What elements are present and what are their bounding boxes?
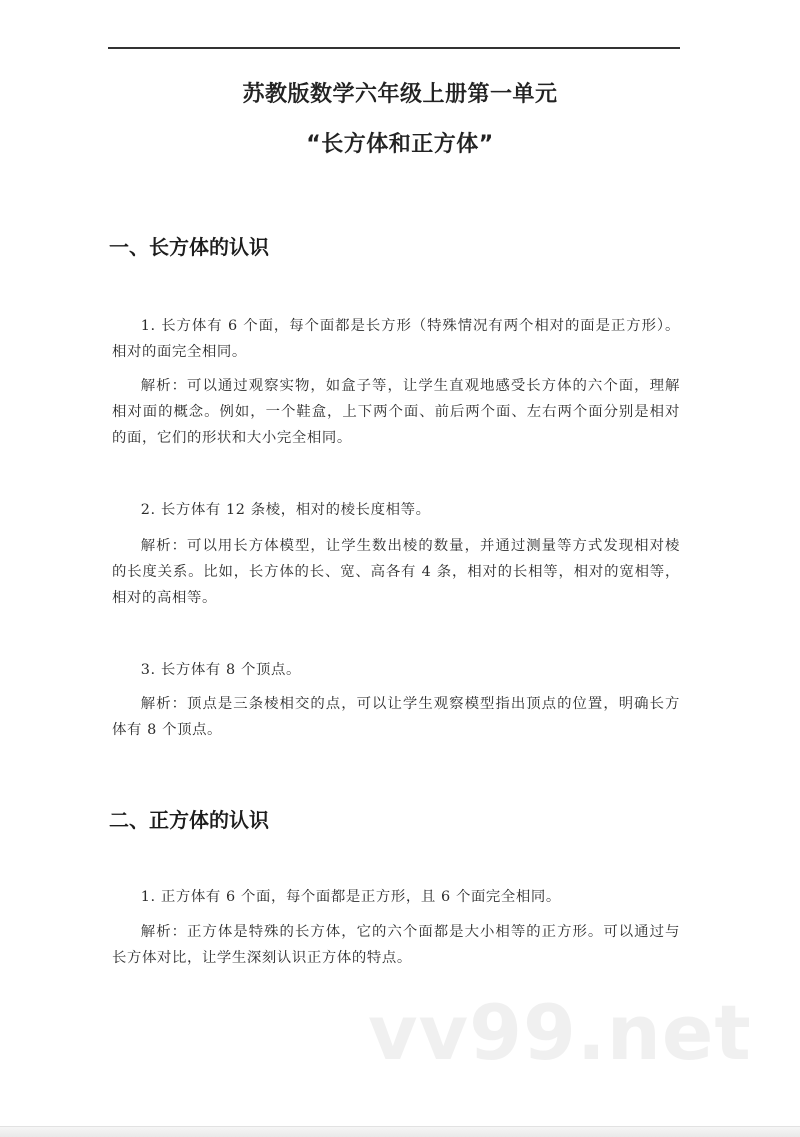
section-heading-cube: 二、正方体的认识	[109, 808, 269, 832]
document-subtitle: “长方体和正方体”	[306, 132, 494, 157]
statement-cuboid-vertices: 3. 长方体有 8 个顶点。	[140, 662, 301, 678]
statement-cube-faces: 1. 正方体有 6 个面，每个面都是正方形，且 6 个面完全相同。	[140, 889, 561, 905]
analysis-cube-faces: 解析：正方体是特殊的长方体，它的六个面都是大小相等的正方形。可以通过与长方体对比，让学生深刻认识正方体的特点。	[112, 924, 680, 966]
statement-cuboid-faces: 1. 长方体有 6 个面，每个面都是长方形（特殊情况有两个相对的面是正方形）。相对的面完全相同。	[112, 318, 680, 360]
document-title: 苏教版数学六年级上册第一单元	[242, 82, 558, 107]
header-rule	[108, 47, 680, 49]
statement-cuboid-edges: 2. 长方体有 12 条棱，相对的棱长度相等。	[140, 502, 431, 518]
analysis-cuboid-vertices: 解析：顶点是三条棱相交的点，可以让学生观察模型指出顶点的位置，明确长方体有 8 个顶点。	[112, 696, 680, 738]
section-heading-cuboid: 一、长方体的认识	[109, 235, 269, 259]
watermark: vv99.net	[368, 988, 752, 1077]
analysis-cuboid-faces: 解析：可以通过观察实物，如盒子等，让学生直观地感受长方体的六个面，理解相对面的概念。例如，一个鞋盒，上下两个面、前后两个面、左右两个面分别是相对的面，它们的形状和大小完全相同。	[112, 378, 680, 446]
analysis-cuboid-edges: 解析：可以用长方体模型，让学生数出棱的数量，并通过测量等方式发现相对棱的长度关系。比如，长方体的长、宽、高各有 4 条，相对的长相等，相对的宽相等，相对的高相等。	[112, 538, 680, 606]
